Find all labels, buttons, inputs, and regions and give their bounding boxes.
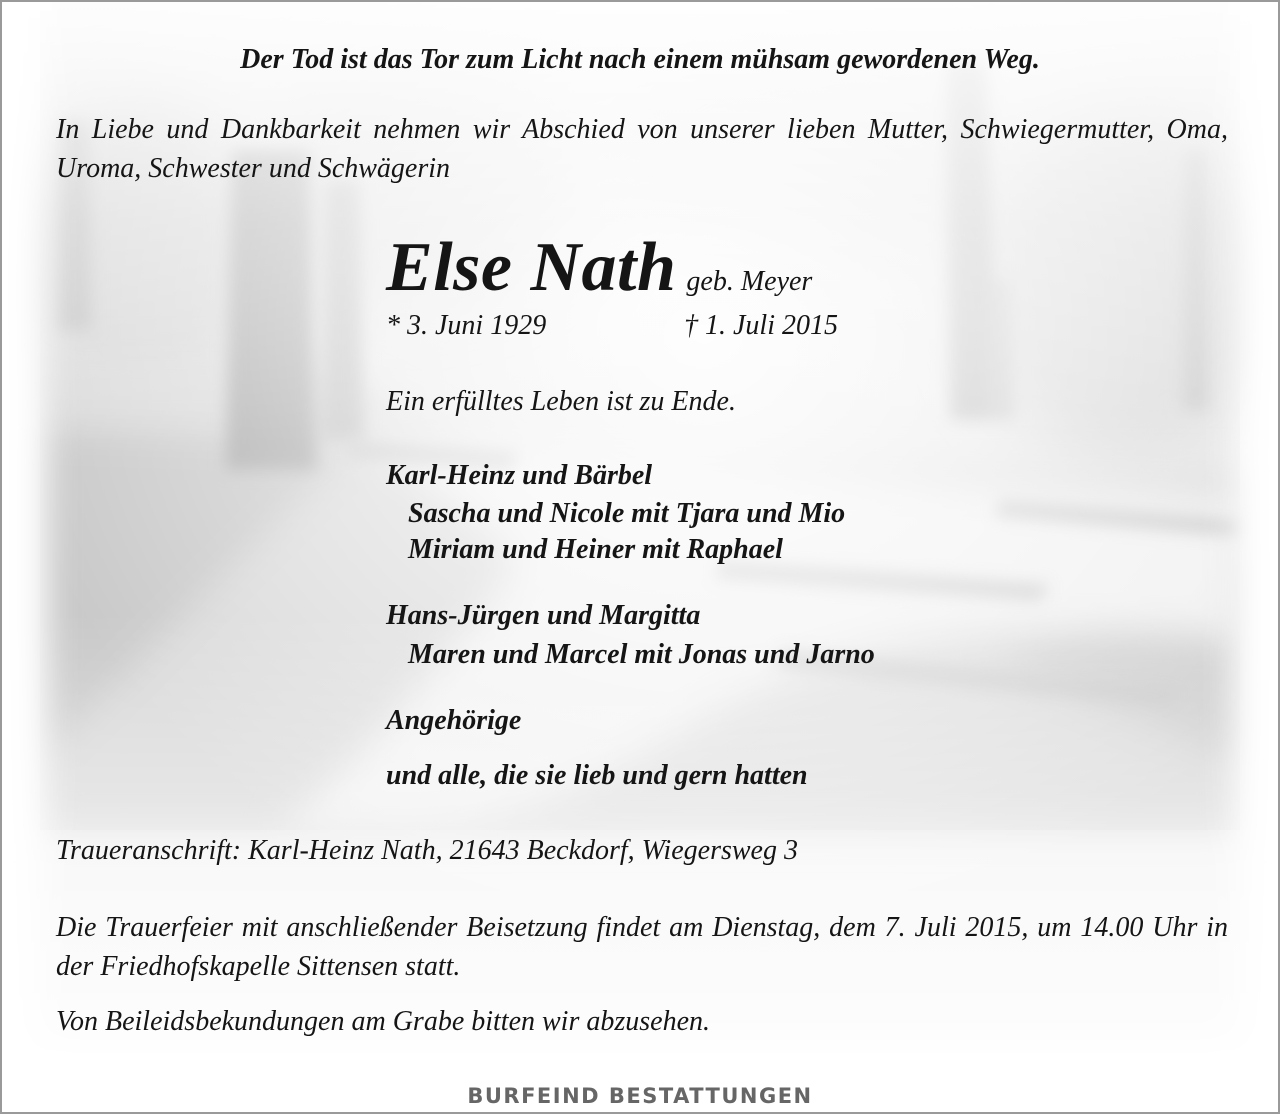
motto: Der Tod ist das Tor zum Licht nach einem mühsam gewordenen Weg.: [240, 44, 1040, 75]
funeral-home-name: BURFEIND BESTATTUNGEN: [467, 1084, 813, 1108]
mourner-family-1-child-2: Miriam und Heiner mit Raphael: [408, 534, 783, 565]
birth-date: * 3. Juni 1929: [386, 310, 547, 341]
mourner-others: und alle, die sie lieb und gern hatten: [386, 760, 808, 791]
mourner-family-1-child-1: Sascha und Nicole mit Tjara und Mio: [408, 498, 846, 529]
ceremony-info: Die Trauerfeier mit anschließender Beisetzung findet am Dienstag, dem 7. Juli 2015, um 14.00 Uhr in der Friedhofskapelle Sittensen statt.: [56, 912, 1228, 982]
mourner-relatives: Angehörige: [386, 705, 522, 736]
mourner-family-1: Karl-Heinz und Bärbel: [386, 460, 653, 491]
closing-line: Ein erfülltes Leben ist zu Ende.: [386, 386, 736, 417]
deceased-name-line: [386, 228, 812, 308]
condolence-note: Von Beileidsbekundungen am Grabe bitten wir abzusehen.: [56, 1006, 711, 1037]
deceased-name: Else Nath: [386, 229, 677, 306]
mourner-family-2: Hans-Jürgen und Margitta: [386, 600, 701, 631]
intro-text: In Liebe und Dankbarkeit nehmen wir Abschied von unserer lieben Mutter, Schwiegermutter, Oma, Uroma, Schwester und Schwägerin: [56, 114, 1228, 184]
maiden-name: geb. Meyer: [686, 266, 813, 297]
mourner-family-2-child-1: Maren und Marcel mit Jonas und Jarno: [408, 639, 875, 670]
death-date: † 1. Juli 2015: [684, 310, 838, 341]
mourning-address: Traueranschrift: Karl-Heinz Nath, 21643 Beckdorf, Wiegersweg 3: [56, 835, 798, 866]
